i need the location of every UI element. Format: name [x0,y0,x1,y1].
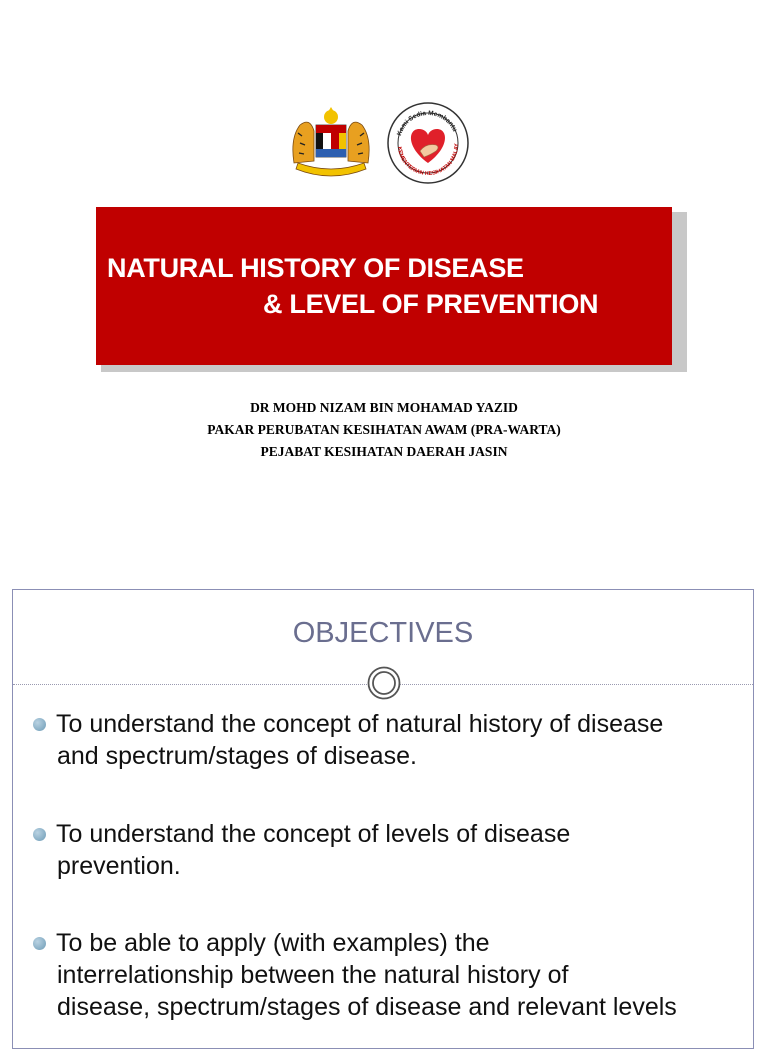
bullet-dot-icon [33,828,46,841]
objective-3-line-3: disease, spectrum/stages of disease and relevant levels [57,993,677,1021]
svg-text:KEMENTERIAN KESIHATAN MALAYSIA: KEMENTERIAN KESIHATAN MALAY [396,143,461,178]
objective-1-line-2: and spectrum/stages of disease. [57,742,417,770]
title-box [96,207,672,365]
objectives-slide [12,589,754,1049]
bullet-dot-icon [33,937,46,950]
ring-ornament-icon [367,666,401,700]
malaysia-coat-of-arms-logo [286,103,376,185]
objective-2-line-1: To understand the concept of levels of disease [56,820,571,848]
slide-title-line-2: & LEVEL OF PREVENTION [263,289,599,319]
author-office: PEJABAT KESIHATAN DAERAH JASIN [260,444,508,459]
objective-3-line-2: interrelationship between the natural history of [57,961,569,989]
slide-title-line-1: NATURAL HISTORY OF DISEASE [107,253,524,283]
objectives-heading: OBJECTIVES [292,617,474,649]
objective-3-line-1: To be able to apply (with examples) the [56,929,490,957]
ministry-of-health-logo [386,101,470,185]
bullet-dot-icon [33,718,46,731]
author-name: DR MOHD NIZAM BIN MOHAMAD YAZID [250,400,518,415]
objective-1-line-1: To understand the concept of natural history of disease [56,710,664,738]
author-position: PAKAR PERUBATAN KESIHATAN AWAM (PRA-WARTA) [207,422,561,437]
svg-text:Kami Sedia Membantu: Kami Sedia Membantu [396,109,459,137]
objective-2-line-2: prevention. [57,852,181,880]
